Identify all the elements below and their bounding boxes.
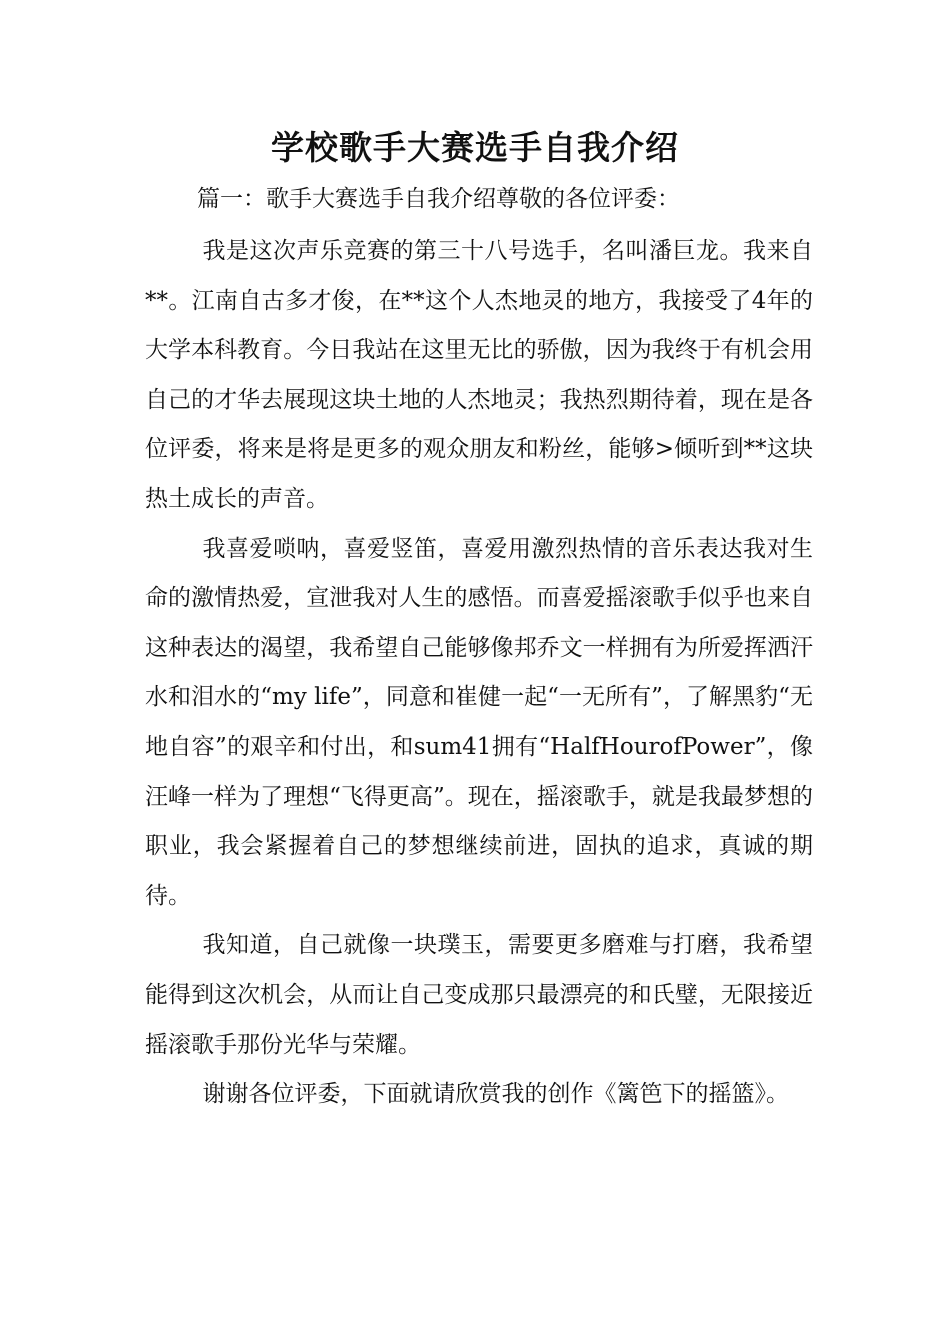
paragraph-closing: 谢谢各位评委，下面就请欣赏我的创作《篱笆下的摇篮》。 <box>202 1081 789 1108</box>
paragraph-aspiration: 我知道，自己就像一块璞玉，需要更多磨难与打磨，我希望能得到这次机会，从而让自己变成那只最漂亮的和氏璧，无限接近摇滚歌手那份光华与荣耀。 <box>145 932 813 1058</box>
document-title: 学校歌手大赛选手自我介绍 <box>271 128 679 167</box>
paragraph-music: 我喜爱唢呐，喜爱竖笛，喜爱用激烈热情的音乐表达我对生命的激情热爱，宣泄我对人生的感悟。而喜爱摇滚歌手似乎也来自这种表达的渴望，我希望自己能够像邦乔文一样拥有为所爱挥洒汗水和泪水的“my life”，同意和崔健一起“一无所有”，了解黑豹“无地自容”的艰辛和付出，和sum41拥有“HalfHourofPower”，像汪峰一样为了理想“飞得更高”。现在，摇滚歌手，就是我最梦想的职业，我会紧握着自己的梦想继续前进，固执的追求，真诚的期待。 <box>145 535 813 909</box>
paragraph-intro: 我是这次声乐竞赛的第三十八号选手，名叫潘巨龙。我来自**。江南自古多才俊，在**这个人杰地灵的地方，我接受了4年的大学本科教育。今日我站在这里无比的骄傲，因为我终于有机会用自己的才华去展现这块土地的人杰地灵；我热烈期待着，现在是各位评委，将来是将是更多的观众朋友和粉丝，能够>倾听到**这块热土成长的声音。 <box>145 238 813 512</box>
document-subtitle: 篇一：歌手大赛选手自我介绍尊敬的各位评委： <box>197 186 680 212</box>
document-body <box>145 227 813 1120</box>
